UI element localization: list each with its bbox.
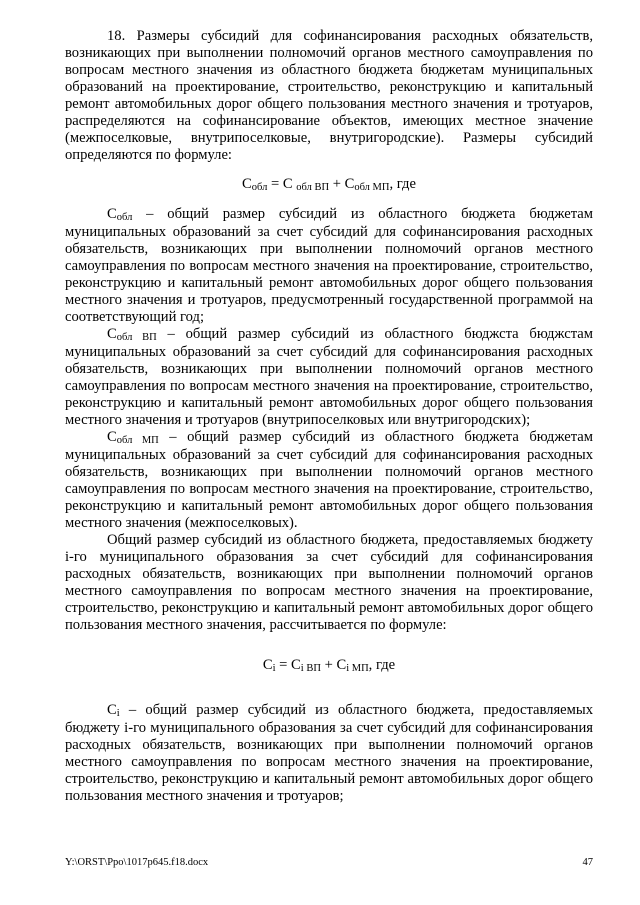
formula-subscript: i ВП (300, 663, 321, 674)
formula-subscript: i МП (346, 663, 369, 674)
formula-subscript: i (272, 663, 276, 674)
formula-operator: + (320, 657, 337, 673)
formula-symbol: С (262, 657, 273, 673)
definition-subscript: i (116, 708, 120, 719)
formula-operator: + (329, 176, 345, 192)
definition-symbol: С (107, 326, 117, 342)
formula-total (65, 175, 593, 195)
formula-symbol: С (344, 176, 355, 192)
definition-municipal (65, 702, 593, 805)
definition-text: – общий размер субсидий из областного бюджета бюджетам муниципальных образований за счет субсидий для софинансирования расходных обязательств, возникающих при выполнении полномочий органов местного самоуправления по вопросам местного значения на проектирование, строительство, реконструкцию и капитальный ремонт автомобильных дорог общего пользования местного значения (межпоселковых). (65, 429, 593, 531)
definition-text: – общий размер субсидий из областного бюджета, предоставляемых бюджету i-го муниципального образования за счет субсидий для софинансирования расходных обязательств, возникающих при выполнении полномочий органов местного самоуправления по вопросам местного значения на проектирование, строительство, реконструкцию и капитальный ремонт автомобильных дорог общего пользования местного значения и тротуаров; (65, 702, 593, 804)
formula-operator: = (267, 176, 283, 192)
definition-total (65, 206, 593, 326)
formula-operator: = (275, 657, 292, 673)
document-body (65, 28, 593, 805)
formula-subscript: обл ВП (296, 182, 330, 193)
definition-symbol: С (107, 702, 117, 718)
definition-text: – общий размер субсидий из областного бюджета бюджетам муниципальных образований за счет субсидий для софинансирования расходных обязательств, возникающих при выполнении полномочий органов местного самоуправления по вопросам местного значения на проектирование, строительство, реконструкцию и капитальный ремонт автомобильных дорог общего пользования местного значения и тротуаров, предусмотренный государственной программой на соответствующий год; (65, 206, 593, 325)
paragraph-general: Общий размер субсидий из областного бюджета, предоставляемых бюджету i-го муниципального образования за счет субсидий для софинансирования расходных обязательств, возникающих при выполнении полномочий органов местного самоуправления по вопросам местного значения на проектирование, строительство, реконструкцию и капитальный ремонт автомобильных дорог общего пользования местного значения, рассчитывается по формуле: (65, 532, 593, 633)
formula-subscript: обл МП (354, 182, 390, 193)
definition-mp (65, 429, 593, 532)
page-number: 47 (582, 857, 593, 868)
formula-tail: , где (389, 176, 416, 192)
definition-symbol: С (107, 206, 117, 222)
formula-municipal (65, 656, 593, 676)
formula-symbol: С (282, 176, 297, 192)
definition-vp (65, 326, 593, 429)
formula-symbol: С (336, 657, 347, 673)
definition-subscript: обл МП (116, 435, 159, 446)
formula-tail: , где (368, 657, 396, 673)
definition-symbol: С (107, 429, 117, 445)
definition-subscript: обл ВП (116, 332, 157, 343)
formula-symbol: С (242, 176, 252, 192)
formula-symbol: С (291, 657, 301, 673)
file-path: Y:\ORST\Ppo\1017p645.f18.docx (65, 857, 209, 868)
formula-subscript: обл (251, 182, 268, 193)
definition-text: – общий размер субсидий из областного бюджста бюджстам муниципальных образований за счет субсидий для софинансирования расходных обязательств, возникающих при выполнении полномочий органов местного самоуправления по вопросам местного значения на проектирование, строительство, реконструкцию и капитальный ремонт автомобильных дорог общего пользования местного значения и тротуаров (внутрипоселковых или внутригородских); (65, 326, 593, 428)
paragraph-18: 18. Размеры субсидий для софинансирования расходных обязательств, возникающих при выполнении полномочий органов местного самоуправления по вопросам местного значения из областного бюджета бюджетам муниципальных образований на проектирование, строительство, реконструкцию и капитальный ремонт автомобильных дорог общего пользования местного значения и тротуаров, распределяются на софинансирование объектов, имеющих местное значение (межпоселковые, внутрипоселковые, внутригородские). Размеры субсидий определяются по формуле: (65, 28, 593, 163)
definition-subscript: обл (116, 212, 133, 223)
